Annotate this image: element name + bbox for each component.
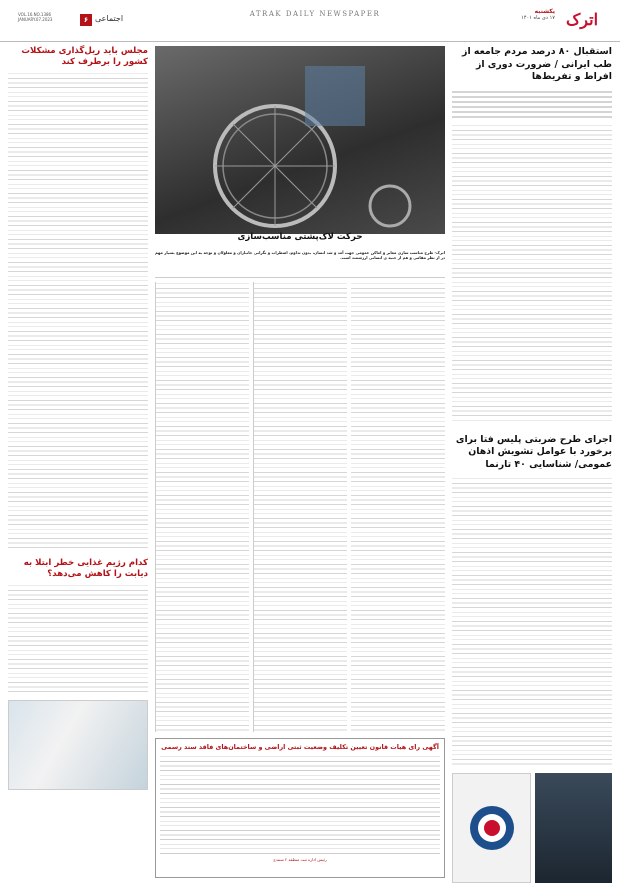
left-story2-title: کدام رژیم غذایی خطر ابتلا به دیابت را کاهش می‌دهد؟ — [23, 558, 148, 579]
masthead: ATRAK DAILY NEWSPAPER — [249, 10, 381, 18]
weekday: یکشنبه — [534, 8, 555, 15]
center-body-col3 — [351, 282, 445, 732]
right-story1-title: استقبال ۸۰ درصد مردم جامعه از طب ایرانی / ضرورت دوری از افراط و تفریط‌ها — [462, 46, 612, 82]
persian-date — [495, 9, 555, 21]
right-story2-title: اجرای طرح ضربتی پلیس فتا برای برخورد با عوامل تشویش اذهان عمومی/ شناسایی ۴۰ تارنما — [455, 433, 612, 470]
police-photo — [452, 773, 612, 883]
police-emblem — [452, 773, 531, 883]
right-story1-lead — [452, 90, 612, 120]
notice-body — [160, 755, 440, 855]
photo-caption: حرکت لاک‌پشتی مناسب‌سازی — [237, 232, 363, 242]
wheelchair-photo — [155, 46, 445, 234]
notice-signature: رئیس اداره ثبت منطقه ۲ سنندج — [273, 857, 327, 862]
volume-number: VOL.16.NO.1386 — [18, 12, 52, 17]
left-story1-body — [8, 72, 148, 552]
emblem-icon — [467, 803, 517, 853]
article-lead: اترک- طرح مناسب سازی معابر و اماکن عمومی جهت آمد و شد انسان، بدون تداوم، اضطراب و نگرانی جانبازان و معلولان و توجه به این موضوع بسیار مهم در از نظر مقامی و هم از جنبه ی انسانی ارزشمند است. — [155, 250, 445, 278]
newspaper-logo: اترک — [565, 10, 599, 29]
right-story2-body — [452, 477, 612, 767]
page-header — [0, 0, 620, 42]
center-body-col2 — [253, 282, 347, 732]
notice-title: آگهی رای هیات قانون تعیین تکلیف وضعیت ثبتی اراضی و ساختمان‌های فاقد سند رسمی — [161, 743, 439, 751]
center-body-col1 — [155, 282, 249, 732]
wheelchair-illustration — [155, 46, 445, 234]
right-column — [452, 46, 612, 879]
legal-notice — [155, 738, 445, 878]
officer-portrait — [535, 773, 612, 883]
english-date: JANUARY.07.2023 — [18, 17, 53, 22]
date-line: ۱۷ دی ماه ۱۴۰۱ — [521, 15, 555, 21]
right-story1-body — [452, 124, 612, 424]
left-column — [8, 46, 148, 879]
volume-info — [18, 12, 74, 22]
left-story2-body — [8, 584, 148, 694]
page-number: ۶ — [80, 14, 92, 26]
section-label: اجتماعی — [95, 14, 124, 23]
left-story1-title: مجلس باید ریل‌گذاری مشکلات کشور را برطرف کند — [21, 46, 148, 67]
food-photo — [8, 700, 148, 790]
